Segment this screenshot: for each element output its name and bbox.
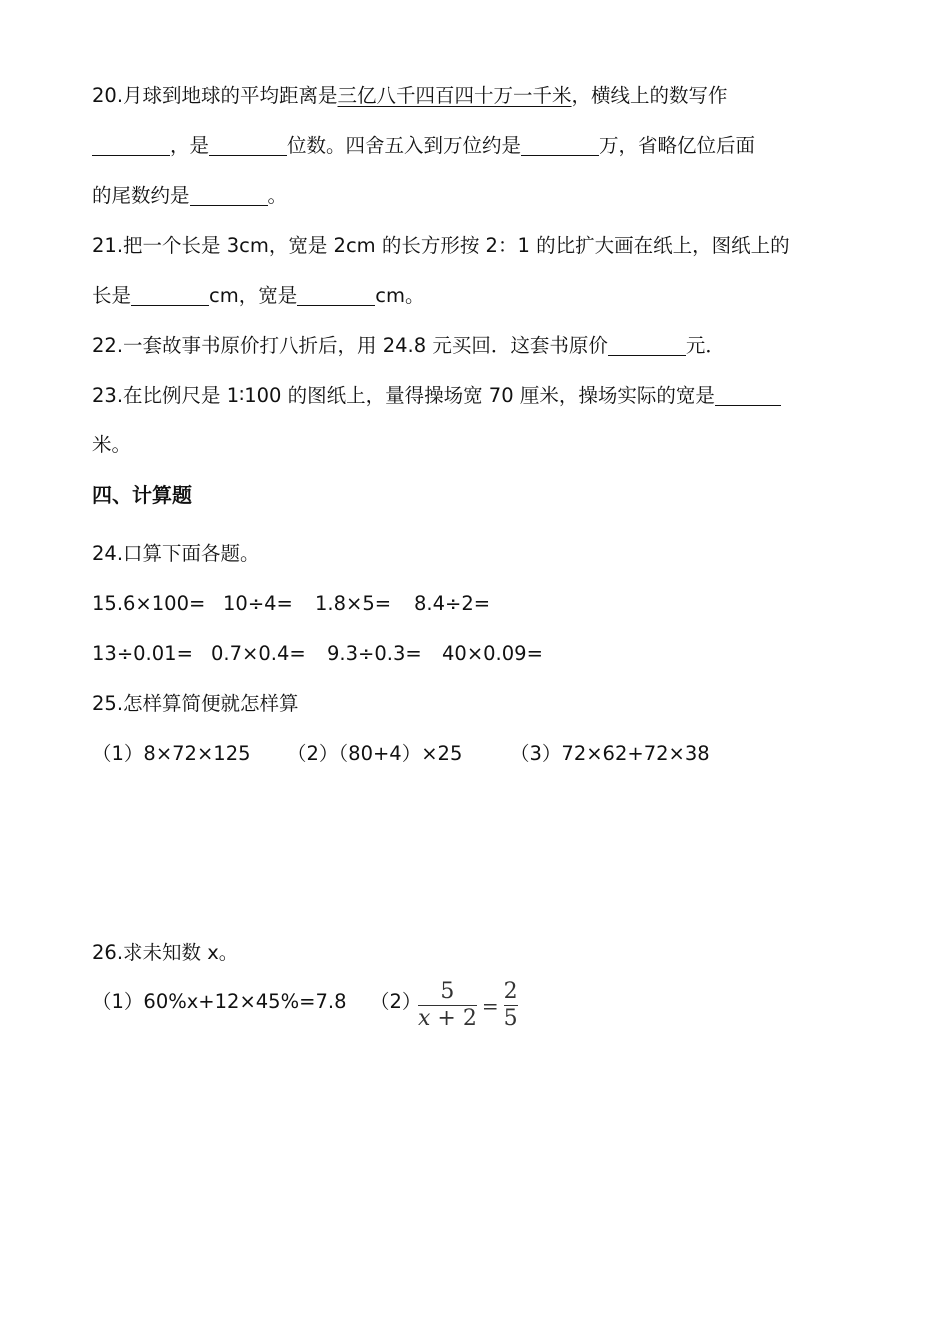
fraction-numerator: 2 <box>503 979 518 1004</box>
q24-title: 24.口算下面各题。 <box>92 542 260 565</box>
answer-blank[interactable] <box>190 183 268 206</box>
oral-calc-item: 8.4÷2= <box>414 592 491 615</box>
q20-line1 <box>92 82 728 110</box>
q20-line2: ，是 位数。四舍五入到万位约是 万，省略亿位后面 <box>92 132 755 160</box>
fraction-right <box>504 981 518 1030</box>
q20-underlined-number: 三亿八千四百四十万一千米 <box>337 84 572 107</box>
oral-calc-item: 13÷0.01= <box>92 642 193 665</box>
q20-line3: 的尾数约是 。 <box>92 184 288 207</box>
oral-calc-item: 9.3÷0.3= <box>327 642 422 665</box>
answer-blank[interactable] <box>92 133 170 156</box>
oral-calc-item: 1.8×5= <box>315 592 392 615</box>
q21-line2: 长是 cm，宽是 cm。 <box>92 284 425 307</box>
q20-text-b: ，横线上的数写作 <box>571 84 728 107</box>
equation-item-1: （1）60%x+12×45%=7.8 <box>92 990 347 1013</box>
q20-text-a: 20.月球到地球的平均距离是 <box>92 84 338 107</box>
equation-item-2-label: （2） <box>370 990 422 1013</box>
fraction-left <box>418 981 477 1030</box>
answer-blank[interactable] <box>608 333 686 356</box>
oral-calc-item: 0.7×0.4= <box>211 642 306 665</box>
oral-calc-item: 10÷4= <box>223 592 293 615</box>
q22-line1: 22.一套故事书原价打八折后，用 24.8 元买回．这套书原价 元． <box>92 334 725 357</box>
answer-blank[interactable] <box>209 133 287 156</box>
q26-title: 26.求未知数 x。 <box>92 941 239 964</box>
equation-item-2 <box>418 981 518 1030</box>
fraction-denominator: x + 2 <box>418 1006 477 1031</box>
simplify-item: （2）（80+4）×25 <box>287 742 463 765</box>
oral-calc-item: 40×0.09= <box>442 642 543 665</box>
simplify-item: （3）72×62+72×38 <box>510 742 710 765</box>
equals-sign: = <box>481 993 499 1018</box>
oral-calc-item: 15.6×100= <box>92 592 206 615</box>
fraction-numerator: 5 <box>440 979 455 1004</box>
answer-blank[interactable] <box>131 283 209 306</box>
q23-line2: 米。 <box>92 433 132 456</box>
answer-blank[interactable] <box>297 283 375 306</box>
q23-line1: 23.在比例尺是 1∶100 的图纸上，量得操场宽 70 厘米，操场实际的宽是 <box>92 382 781 410</box>
section-title: 四、计算题 <box>92 483 192 507</box>
answer-blank[interactable] <box>715 383 781 406</box>
q25-title: 25.怎样算简便就怎样算 <box>92 692 299 715</box>
q21-line1: 21.把一个长是 3cm，宽是 2cm 的长方形按 2：1 的比扩大画在纸上，图纸上的 <box>92 234 790 257</box>
simplify-item: （1）8×72×125 <box>92 742 251 765</box>
answer-blank[interactable] <box>521 133 599 156</box>
fraction-denominator: 5 <box>503 1006 518 1031</box>
